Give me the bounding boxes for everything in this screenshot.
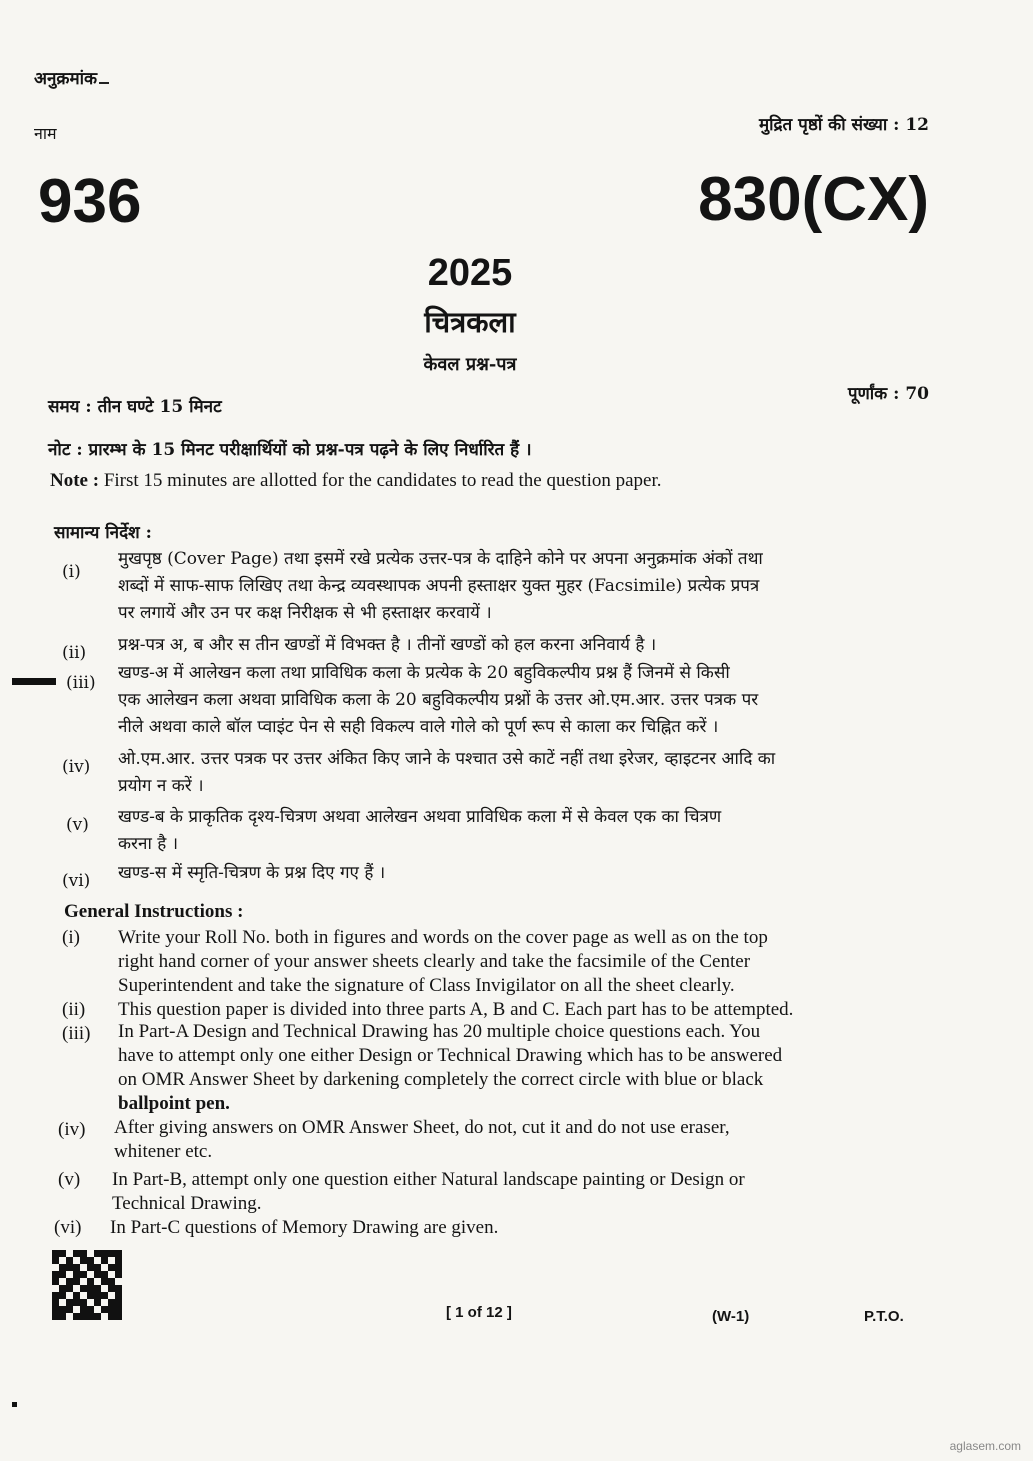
english-item-3: In Part-A Design and Technical Drawing has 20 multiple choice questions each. You have to attempt only one either Design or Technical Drawing which has to be answered on OMR Answer Sheet by darkening completely the correct circle with blue or black ballpoint pen. bbox=[118, 1021, 783, 1114]
name-label: नाम bbox=[34, 124, 57, 143]
paper-type: केवल प्रश्न-पत्र bbox=[423, 354, 517, 375]
exam-time: समय : तीन घण्टे 15 मिनट bbox=[48, 397, 222, 417]
english-item-number: (v) bbox=[58, 1169, 81, 1190]
subject-title: चित्रकला bbox=[424, 305, 516, 339]
english-item-2: This question paper is divided into three parts A, B and C. Each part has to be attempted. bbox=[118, 999, 794, 1020]
hindi-item-number: (ii) bbox=[62, 643, 87, 663]
hindi-item-number: (iii) bbox=[66, 673, 96, 693]
hindi-item-6: खण्ड-स में स्मृति-चित्रण के प्रश्न दिए गए हैं । bbox=[118, 863, 386, 883]
english-item-number: (iii) bbox=[62, 1023, 91, 1044]
watermark: aglasem.com bbox=[949, 1439, 1021, 1453]
english-instructions-heading: General Instructions : bbox=[64, 901, 244, 922]
english-item-number: (ii) bbox=[62, 999, 86, 1020]
hindi-item-4: ओ.एम.आर. उत्तर पत्रक पर उत्तर अंकित किए जाने के पश्चात उसे काटें नहीं तथा इरेजर, व्हाइटनर आदि का प्रयोग न करें । bbox=[118, 749, 776, 796]
english-item-number: (iv) bbox=[58, 1119, 86, 1140]
hindi-instructions-heading: सामान्य निर्देश : bbox=[54, 523, 152, 543]
note-english bbox=[50, 469, 662, 493]
hindi-item-number: (iv) bbox=[62, 757, 91, 777]
page-number: [ 1 of 12 ] bbox=[446, 1304, 512, 1321]
exam-year: 2025 bbox=[427, 252, 513, 294]
scan-dot bbox=[12, 1402, 17, 1407]
hindi-item-3: खण्ड-अ में आलेखन कला तथा प्राविधिक कला के प्रत्येक के 20 बहुविकल्पीय प्रश्न हैं जिनमें से किसी एक आलेखन कला अथवा प्राविधिक कला के 20 बहुविकल्पीय प्रश्नों के उत्तर ओ.एम.आर. उत्तर पत्रक पर नीले अथवा काले बॉल प्वाइंट पेन से सही विकल्प वाले गोले को पूर्ण रूप से काला कर चिह्नित करें । bbox=[118, 663, 759, 737]
hindi-item-number: (i) bbox=[62, 562, 81, 582]
hindi-item-number: (vi) bbox=[62, 871, 91, 891]
hindi-item-1: मुखपृष्ठ (Cover Page) तथा इसमें रखे प्रत्येक उत्तर-पत्र के दाहिने कोने पर अपना अनुक्रमांक अंकों तथा शब्दों में साफ-साफ लिखिए तथा केन्द्र व्यवस्थापक अपनी हस्ताक्षर युक्त मुहर (Facsimile) प्रत्येक प्रपत्र पर लगायें और उन पर कक्ष निरीक्षक से भी हस्ताक्षर करवायें । bbox=[118, 549, 763, 623]
printed-pages: मुद्रित पृष्ठों की संख्या : 12 bbox=[758, 115, 929, 135]
hindi-item-number: (v) bbox=[66, 815, 89, 835]
note-english-label: Note : bbox=[50, 470, 100, 491]
note-hindi: नोट : प्रारम्भ के 15 मिनट परीक्षार्थियों को प्रश्न-पत्र पढ़ने के लिए निर्धारित हैं । bbox=[48, 440, 532, 460]
left-code: 936 bbox=[38, 167, 142, 236]
scan-mark bbox=[12, 678, 56, 685]
hindi-item-5: खण्ड-ब के प्राकृतिक दृश्य-चित्रण अथवा आलेखन अथवा प्राविधिक कला में से केवल एक का चित्रण करना है । bbox=[118, 807, 722, 854]
english-item-6: In Part-C questions of Memory Drawing are given. bbox=[110, 1217, 499, 1238]
pto-label: P.T.O. bbox=[864, 1308, 904, 1325]
footer-code: (W-1) bbox=[712, 1308, 750, 1325]
english-item-4: After giving answers on OMR Answer Sheet, do not, cut it and do not use eraser, whitener etc. bbox=[114, 1117, 730, 1162]
max-marks: पूर्णांक : 70 bbox=[847, 384, 929, 404]
hindi-item-2: प्रश्न-पत्र अ, ब और स तीन खण्डों में विभक्त है । तीनों खण्डों को हल करना अनिवार्य है । bbox=[118, 635, 657, 655]
english-item-5: In Part-B, attempt only one question either Natural landscape painting or Design or Technical Drawing. bbox=[112, 1169, 745, 1214]
english-item-number: (vi) bbox=[54, 1217, 82, 1238]
qr-code bbox=[52, 1250, 122, 1320]
note-english-text: First 15 minutes are allotted for the candidates to read the question paper. bbox=[103, 470, 662, 491]
paper-code: 830(CX) bbox=[698, 165, 929, 234]
roll-number-label: अनुक्रमांक bbox=[34, 66, 109, 89]
english-item-number: (i) bbox=[62, 927, 80, 948]
english-item-1: Write your Roll No. both in figures and words on the cover page as well as on the top right hand corner of your answer sheets clearly and take the facsimile of the Center Superintendent and take the signature of Class Invigilator on all the sheet clearly. bbox=[118, 927, 768, 996]
